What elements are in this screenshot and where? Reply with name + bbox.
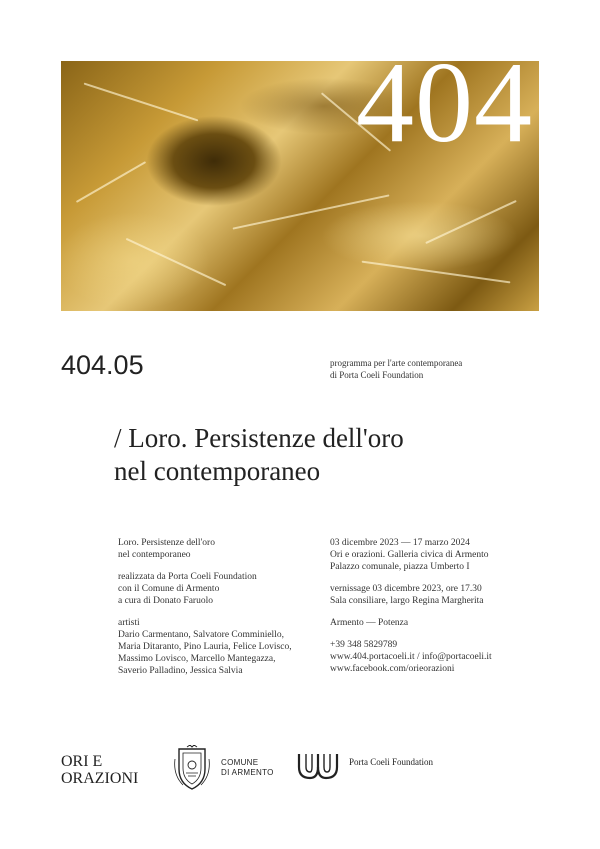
ori-e-orazioni-logo [61,753,138,787]
comune-di-armento-logo [221,758,274,778]
exhibition-title [114,422,404,488]
text-line: realizzata da Porta Coeli Foundation [118,572,257,582]
gold-leaf-image [61,61,539,311]
artists-label: artisti [118,618,140,628]
text-line: Saverio Palladino, Jessica Salvia [118,666,243,676]
text-line: vernissage 03 dicembre 2023, ore 17.30 [330,584,482,594]
text-line: Palazzo comunale, piazza Umberto I [330,562,470,572]
text-line: Massimo Lovisco, Marcello Mantegazza, [118,654,276,664]
website-link: www.404.portacoeli.it / info@portacoeli.it [330,652,492,662]
logo-line: ORI E [61,753,103,770]
contacts-block [330,639,492,675]
left-title-block [118,537,292,561]
logo-line: DI ARMENTO [221,768,274,777]
logo-line: ORAZIONI [61,770,139,787]
program-line: programma per l'arte contemporanea [330,358,463,368]
text-line: Sala consiliare, largo Regina Margherita [330,596,484,606]
text-line: Armento — Potenza [330,618,409,628]
dates-block [330,537,492,573]
exhibition-code: 404.05 [61,350,144,380]
vernissage-block [330,583,492,607]
phone-text: +39 348 5829789 [330,640,398,650]
program-line: di Porta Coeli Foundation [330,370,424,380]
porta-coeli-name: Porta Coeli Foundation [349,757,433,767]
text-line: 03 dicembre 2023 — 17 marzo 2024 [330,538,470,548]
text-line: con il Comune di Armento [118,584,220,594]
title-line: nel contemporaneo [114,456,321,486]
logo-line: COMUNE [221,758,259,767]
text-line: Dario Carmentano, Salvatore Comminiello, [118,630,284,640]
text-line: Ori e orazioni. Galleria civica di Armento [330,550,489,560]
partner-logos [61,745,541,795]
hero-number: 404 [356,61,533,167]
title-line: / Loro. Persistenze dell'oro [114,423,404,453]
text-line: nel contemporaneo [118,550,191,560]
right-info-column [330,537,492,685]
left-info-column [118,537,292,687]
place-block [330,617,492,629]
credits-block [118,571,292,607]
text-line: Maria Ditaranto, Pino Lauria, Felice Lovisco, [118,642,292,652]
text-line: a cura di Donato Faruolo [118,596,213,606]
facebook-link: www.facebook.com/orieorazioni [330,664,455,674]
text-line: Loro. Persistenze dell'oro [118,538,215,548]
program-description [330,357,462,381]
artists-block [118,617,292,677]
porta-coeli-logo-icon [296,751,340,786]
coat-of-arms-icon [173,745,211,796]
